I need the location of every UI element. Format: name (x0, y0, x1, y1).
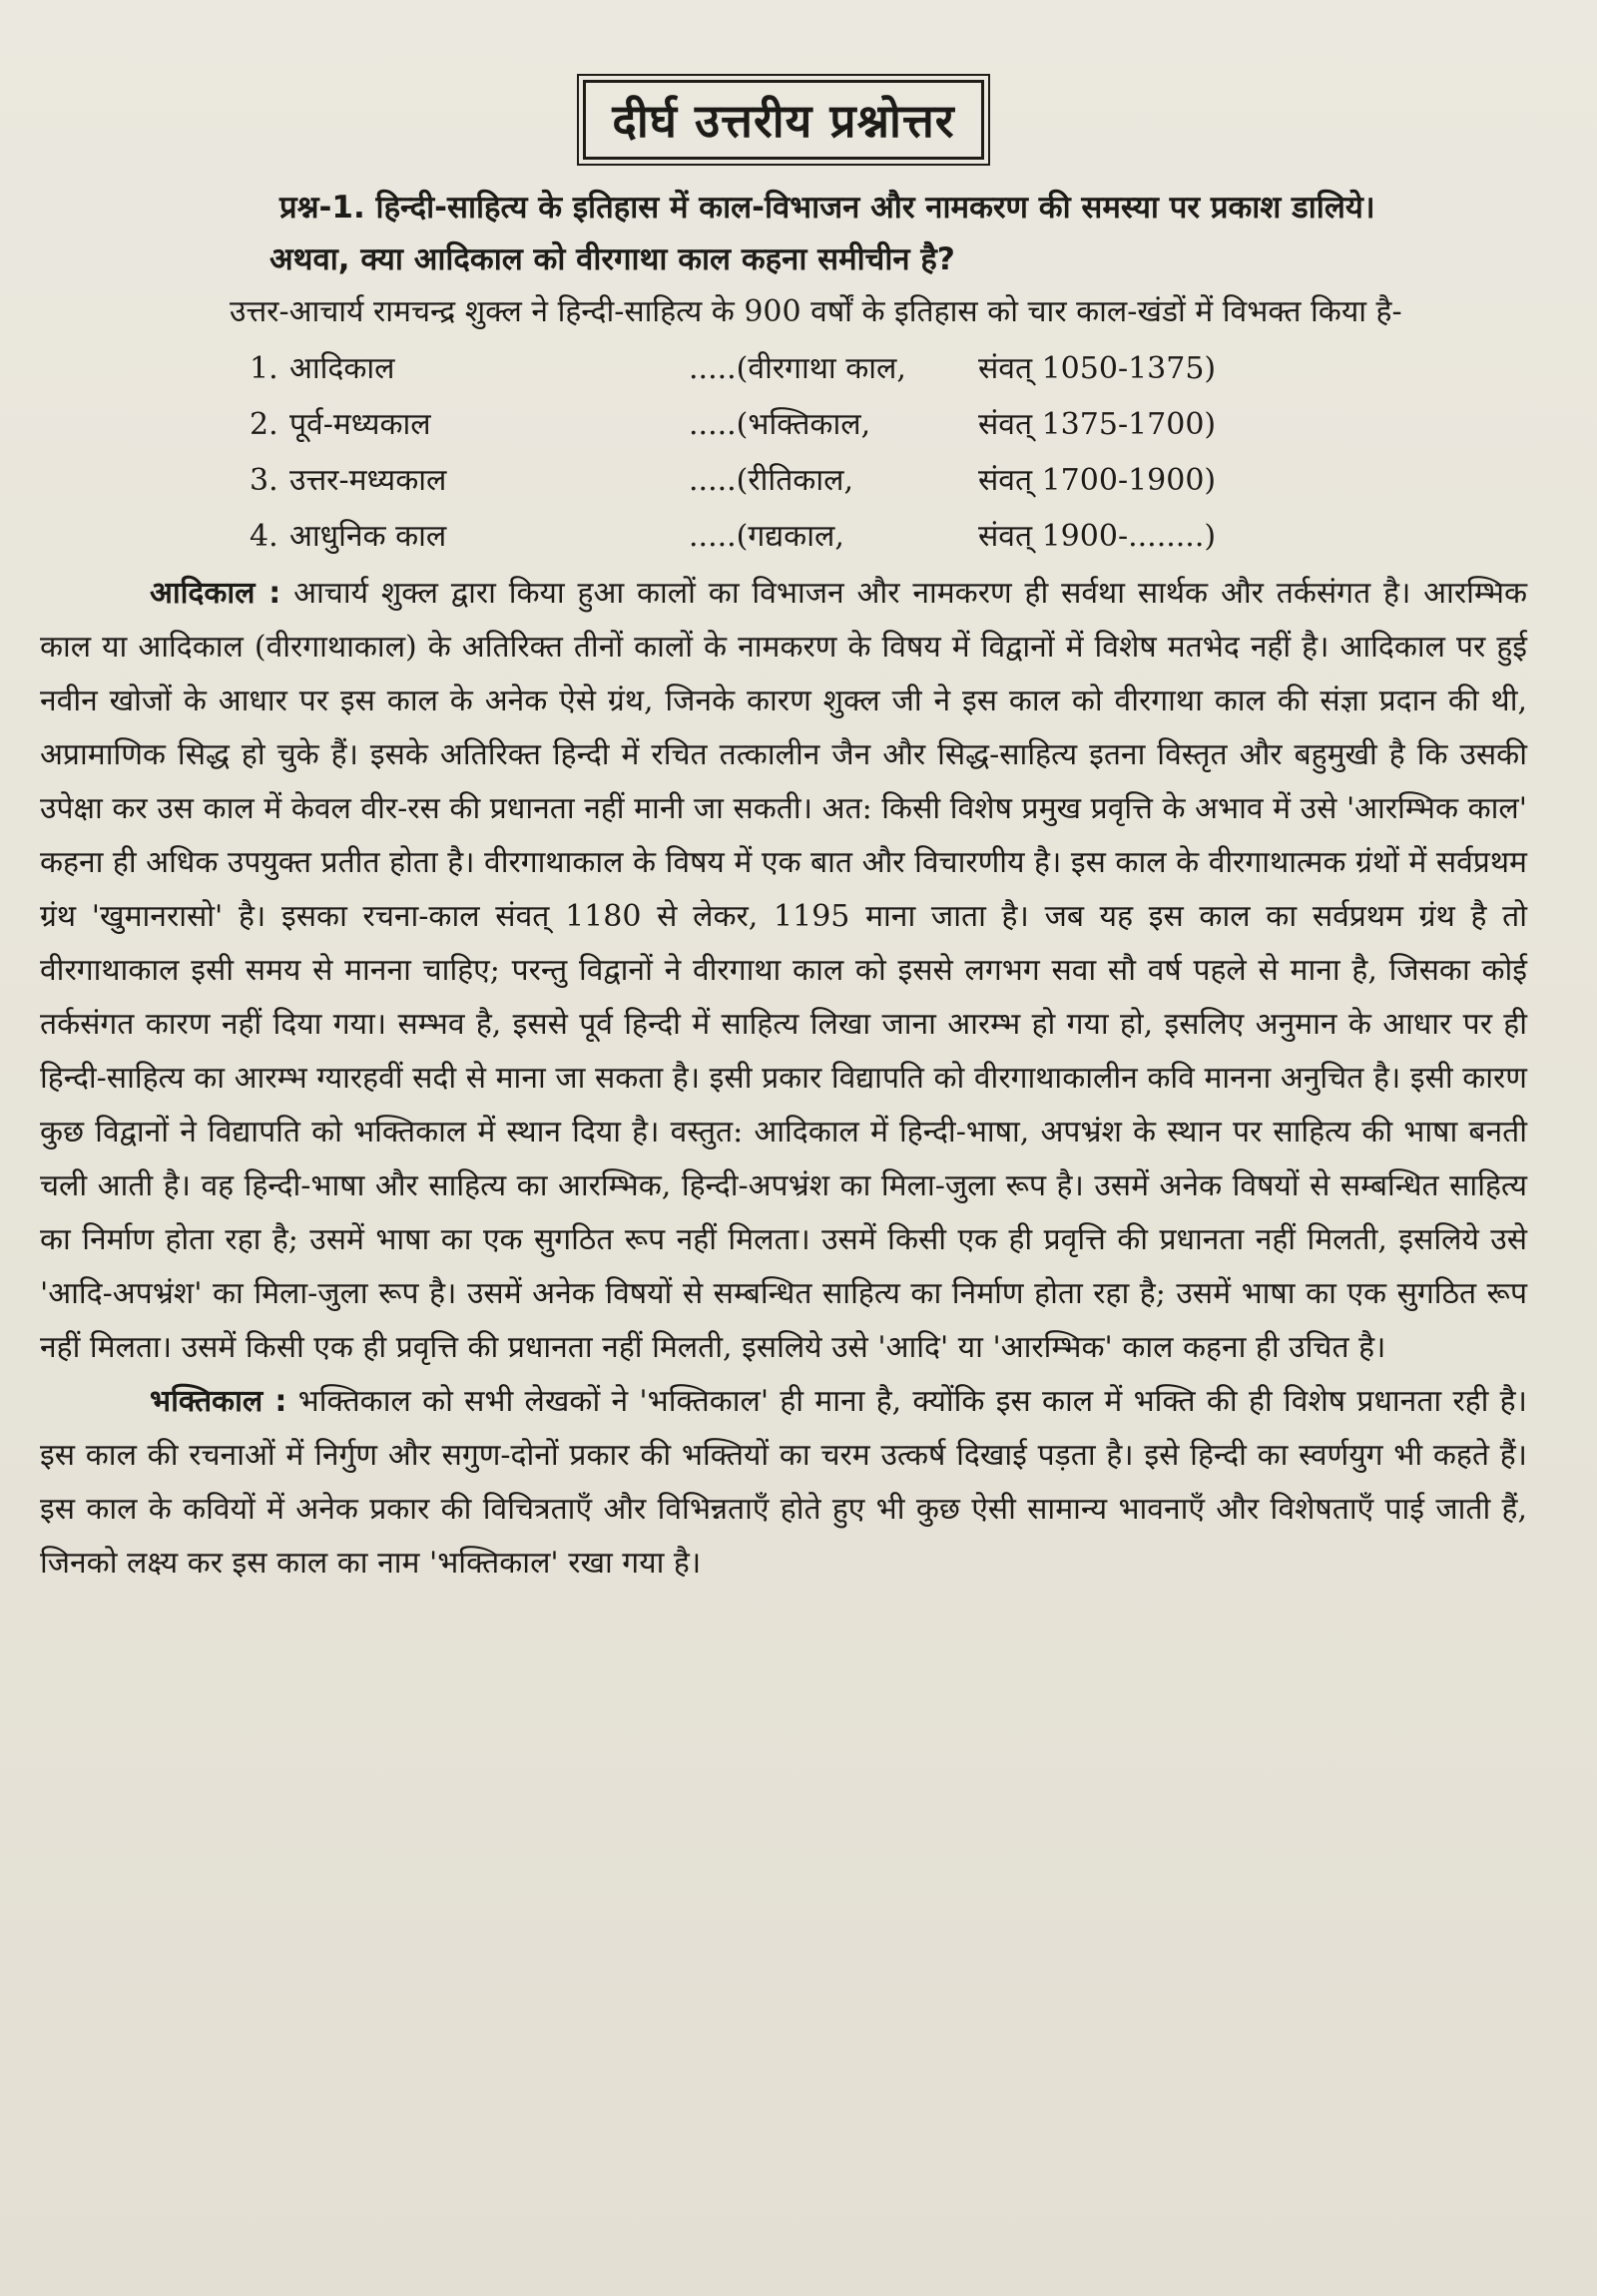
period-list (250, 341, 1527, 565)
period-era: संवत् 1700-1900) (978, 463, 1217, 498)
answer-intro: उत्तर-आचार्य रामचन्द्र शुक्ल ने हिन्दी-साहित्य के 900 वर्षों के इतिहास को चार काल-खंडों में विभक्त किया है- (230, 294, 1402, 329)
period-item (250, 453, 1527, 509)
question-line-2: अथवा, क्या आदिकाल को वीरगाथा काल कहना समीचीन है? (269, 241, 955, 277)
adikal-heading: आदिकाल : (150, 576, 281, 611)
period-name: पूर्व-मध्यकाल (289, 407, 431, 442)
period-number: 2. (250, 407, 278, 442)
adikal-paragraph (40, 567, 1527, 1375)
bhaktikal-text: भक्तिकाल को सभी लेखकों ने 'भक्तिकाल' ही माना है, क्योंकि इस काल में भक्ति की ही विशेष प्रधानता रही है। इस काल की रचनाओं में निर्गुण और सगुण-दोनों प्रकार की भक्तियों का चरम उत्कर्ष दिखाई पड़ता है। इसे हिन्दी का स्वर्णयुग भी कहते हैं। इस काल के कवियों में अनेक प्रकार की विचित्रताएँ और विभिन्नताएँ होते हुए भी कुछ ऐसी सामान्य भावनाएँ और विशेषताएँ पाई जाती हैं, जिनको लक्ष्य कर इस काल का नाम 'भक्तिकाल' रखा गया है। (40, 1384, 1527, 1581)
period-era: संवत् 1900-........) (978, 519, 1217, 554)
bhaktikal-heading: भक्तिकाल : (150, 1384, 287, 1419)
period-alt-name: .....(गद्यकाल, (689, 519, 844, 554)
period-item (250, 397, 1527, 453)
period-number: 1. (250, 351, 278, 386)
period-era: संवत् 1375-1700) (978, 407, 1217, 442)
bhaktikal-paragraph (40, 1375, 1527, 1591)
period-alt-name: .....(भक्तिकाल, (689, 407, 871, 442)
period-alt-name: .....(रीतिकाल, (689, 463, 853, 498)
period-name: आधुनिक काल (289, 519, 447, 554)
period-name: आदिकाल (289, 351, 395, 386)
period-item (250, 509, 1527, 565)
period-number: 4. (250, 519, 278, 554)
question-line-1: प्रश्न-1. हिन्दी-साहित्य के इतिहास में काल-विभाजन और नामकरण की समस्या पर प्रकाश डालिये। (279, 190, 1375, 226)
adikal-text: आचार्य शुक्ल द्वारा किया हुआ कालों का विभाजन और नामकरण ही सर्वथा सार्थक और तर्कसंगत है। आरम्भिक काल या आदिकाल (वीरगाथाकाल) के अतिरिक्त तीनों कालों के नामकरण के विषय में विद्वानों में विशेष मतभेद नहीं है। आदिकाल पर हुई नवीन खोजों के आधार पर इस काल के अनेक ऐसे ग्रंथ, जिनके कारण शुक्ल जी ने इस काल को वीरगाथा काल की संज्ञा प्रदान की थी, अप्रामाणिक सिद्ध हो चुके हैं। इसके अतिरिक्त हिन्दी में रचित तत्कालीन जैन और सिद्ध-साहित्य इतना विस्तृत और बहुमुखी है कि उसकी उपेक्षा कर उस काल में केवल वीर-रस की प्रधानता नहीं मानी जा सकती। अत: किसी विशेष प्रमुख प्रवृत्ति के अभाव में उसे 'आरम्भिक काल' कहना ही अधिक उपयुक्त प्रतीत होता है। वीरगाथाकाल के विषय में एक बात और विचारणीय है। इस काल के वीरगाथात्मक ग्रंथों में सर्वप्रथम ग्रंथ 'खुमानरासो' है। इसका रचना-काल संवत् 1180 से लेकर, 1195 माना जाता है। जब यह इस काल का सर्वप्रथम ग्रंथ है तो वीरगाथाकाल इसी समय से मानना चाहिए; परन्तु विद्वानों ने वीरगाथा काल को इससे लगभग सवा सौ वर्ष पहले से माना है, जिसका कोई तर्कसंगत कारण नहीं दिया गया। सम्भव है, इससे पूर्व हिन्दी में साहित्य लिखा जाना आरम्भ हो गया हो, इसलिए अनुमान के आधार पर ही हिन्दी-साहित्य का आरम्भ ग्यारहवीं सदी से माना जा सकता है। इसी प्रकार विद्यापति को वीरगाथाकालीन कवि मानना अनुचित है। इसी कारण कुछ विद्वानों ने विद्यापति को भक्तिकाल में स्थान दिया है। वस्तुत: आदिकाल में हिन्दी-भाषा, अपभ्रंश के स्थान पर साहित्य की भाषा बनती चली आती है। वह हिन्दी-भाषा और साहित्य का आरम्भिक, हिन्दी-अपभ्रंश का मिला-जुला रूप है। उसमें अनेक विषयों से सम्बन्धित साहित्य का निर्माण होता रहा है; उसमें भाषा का एक सुगठित रूप नहीं मिलता। उसमें किसी एक ही प्रवृत्ति की प्रधानता नहीं मिलती, इसलिये उसे 'आदि-अपभ्रंश' का मिला-जुला रूप है। उसमें अनेक विषयों से सम्बन्धित साहित्य का निर्माण होता रहा है; उसमें भाषा का एक सुगठित रूप नहीं मिलता। उसमें किसी एक ही प्रवृत्ति की प्रधानता नहीं मिलती, इसलिये उसे 'आदि' या 'आरम्भिक' काल कहना ही उचित है। (40, 576, 1528, 1365)
period-name: उत्तर-मध्यकाल (289, 463, 447, 498)
period-item (250, 341, 1527, 397)
period-alt-name: .....(वीरगाथा काल, (689, 351, 906, 386)
period-number: 3. (250, 463, 278, 498)
page-title: दीर्घ उत्तरीय प्रश्नोत्तर (583, 80, 983, 160)
period-era: संवत् 1050-1375) (978, 351, 1217, 386)
